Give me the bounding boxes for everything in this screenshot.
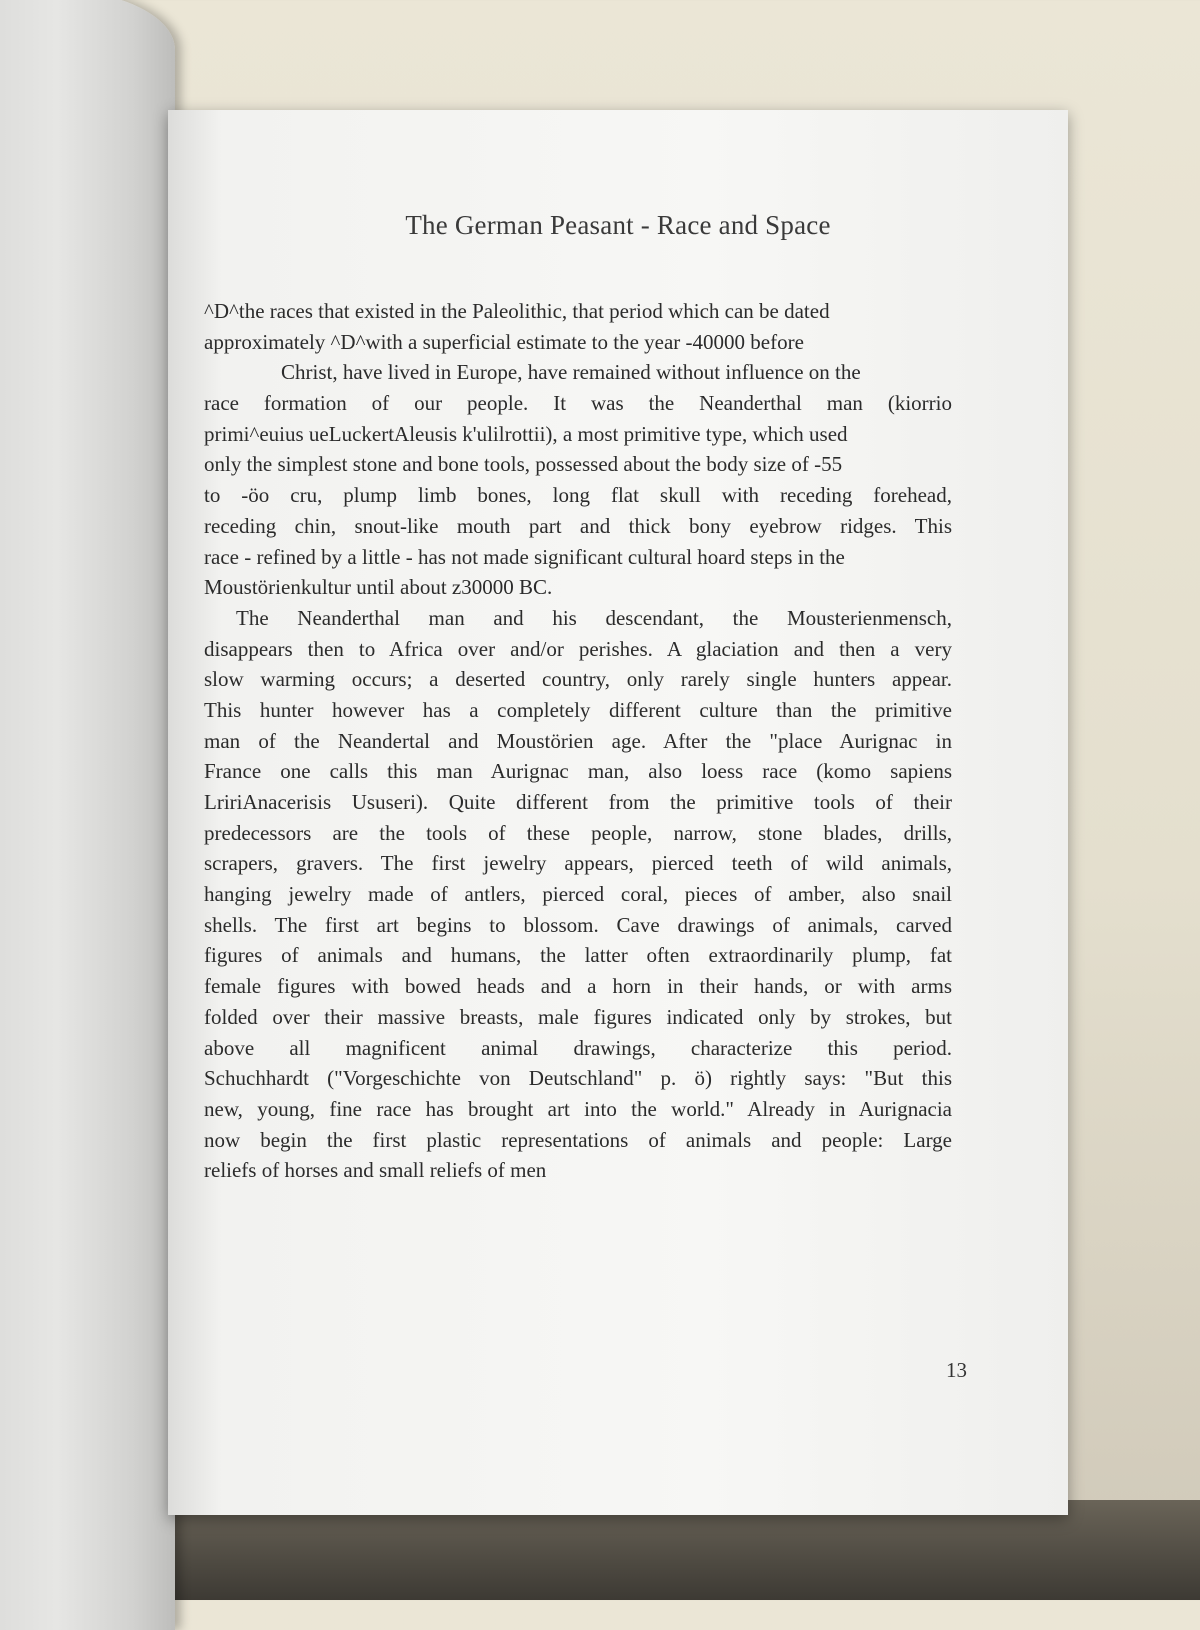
text-line: ^D^the races that existed in the Paleolithic, that period which can be dated <box>204 299 830 323</box>
text-line: to -öo cru, plump limb bones, long flat skull with receding forehead, <box>204 483 952 508</box>
text-line: only the simplest stone and bone tools, possessed about the body size of -55 <box>204 452 843 477</box>
running-head: The German Peasant - Race and Space <box>405 210 831 240</box>
text-line: This hunter however has a completely different culture than the primitive <box>204 697 952 722</box>
text-line: reliefs of horses and small reliefs of men <box>204 1158 547 1183</box>
text-line: LririAnacerisis Ususeri). Quite different from the primitive tools of their <box>204 790 952 814</box>
page-number: 13 <box>946 1358 967 1382</box>
text-line: France one calls this man Aurignac man, also loess race (komo sapiens <box>204 759 952 784</box>
text-line: scrapers, gravers. The first jewelry appears, pierced teeth of wild animals, <box>204 851 952 876</box>
text-line: shells. The first art begins to blossom. Cave drawings of animals, carved <box>204 912 952 937</box>
text-line: man of the Neandertal and Moustörien age. After the "place Aurignac in <box>204 728 952 753</box>
facing-page-edge <box>0 0 175 1630</box>
text-line: Moustörienkultur until about z30000 BC. <box>204 575 553 600</box>
text-line: above all magnificent animal drawings, characterize this period. <box>204 1035 952 1060</box>
text-line: new, young, fine race has brought art into the world." Already in Aurignacia <box>204 1096 952 1121</box>
body-text <box>204 296 952 1186</box>
text-line: Schuchhardt ("Vorgeschichte von Deutschland" p. ö) rightly says: "But this <box>204 1066 952 1091</box>
text-line: slow warming occurs; a deserted country, only rarely single hunters appear. <box>204 667 952 692</box>
book-page <box>168 110 1068 1515</box>
text-line: race formation of our people. It was the Neanderthal man (kiorrio <box>204 391 952 416</box>
text-line: race - refined by a little - has not made significant cultural hoard steps in the <box>204 544 845 569</box>
text-line: disappears then to Africa over and/or perishes. A glaciation and then a very <box>204 636 952 661</box>
text-line: figures of animals and humans, the latter often extraordinarily plump, fat <box>204 943 952 968</box>
text-line: now begin the first plastic representations of animals and people: Large <box>204 1127 952 1152</box>
text-line: primi^euius ueLuckertAleusis k'ulilrottii), a most primitive type, which used <box>204 421 848 446</box>
text-line: hanging jewelry made of antlers, pierced coral, pieces of amber, also snail <box>204 882 952 907</box>
text-line: approximately ^D^with a superficial estimate to the year -40000 before <box>204 329 804 354</box>
text-line: predecessors are the tools of these people, narrow, stone blades, drills, <box>204 820 952 845</box>
text-line: female figures with bowed heads and a horn in their hands, or with arms <box>204 974 952 999</box>
text-line: folded over their massive breasts, male figures indicated only by strokes, but <box>204 1004 952 1029</box>
table-shadow <box>0 1500 1200 1600</box>
text-line: Christ, have lived in Europe, have remained without influence on the <box>281 360 861 385</box>
text-line: The Neanderthal man and his descendant, the Mousterienmensch, <box>236 605 952 630</box>
text-line: receding chin, snout-like mouth part and thick bony eyebrow ridges. This <box>204 513 952 538</box>
